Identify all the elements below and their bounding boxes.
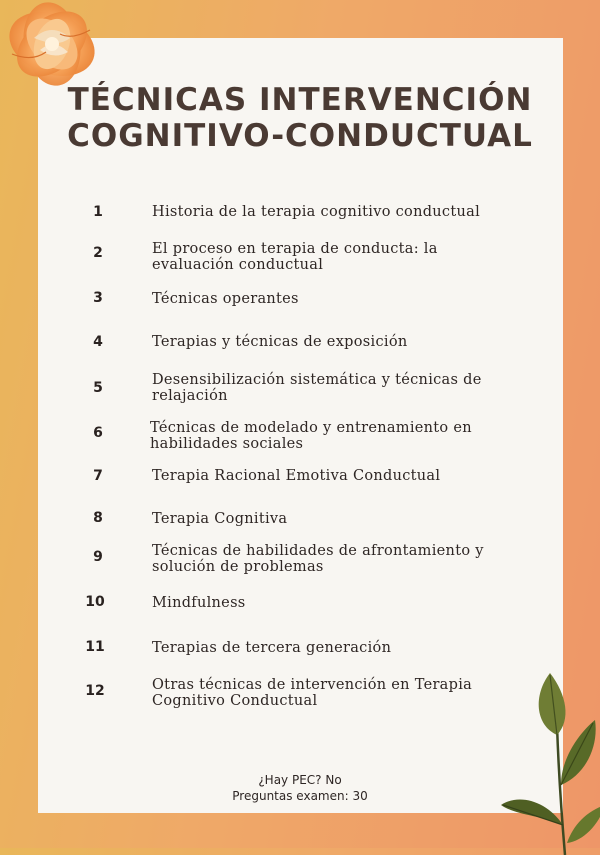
toc-item-line: Terapia Racional Emotiva Conductual	[152, 468, 441, 484]
toc-item-line: El proceso en terapia de conducta: la	[152, 241, 438, 257]
toc-item-line: Mindfulness	[152, 595, 246, 611]
toc-item	[152, 291, 492, 307]
toc-item-line: habilidades sociales	[150, 436, 304, 452]
toc-item-line: Técnicas de habilidades de afrontamiento y	[152, 543, 484, 559]
toc-number: 5	[93, 380, 103, 396]
toc-number: 10	[85, 594, 105, 610]
toc-item	[152, 241, 492, 273]
pec-status: ¿Hay PEC? No	[258, 773, 342, 787]
toc-item-line: Desensibilización sistemática y técnicas de	[152, 372, 482, 388]
toc-item	[152, 511, 492, 527]
toc-number: 11	[85, 639, 105, 655]
toc-item	[152, 468, 492, 484]
toc-number: 9	[93, 549, 103, 565]
toc-item-line: Terapias de tercera generación	[152, 640, 392, 656]
toc-item-line: Historia de la terapia cognitivo conductual	[152, 204, 481, 220]
toc-item	[152, 334, 492, 350]
toc-item-line: Terapia Cognitiva	[152, 511, 288, 527]
toc-item-line: Técnicas de modelado y entrenamiento en	[150, 420, 472, 436]
leaves-icon	[495, 665, 600, 855]
toc-number: 1	[93, 204, 103, 220]
toc-item	[152, 372, 492, 404]
title-line-1: TÉCNICAS INTERVENCIÓN	[67, 82, 533, 118]
toc-item-line: evaluación conductual	[152, 257, 324, 273]
toc-number: 7	[93, 468, 103, 484]
toc-item	[152, 204, 492, 220]
toc-item-line: Terapias y técnicas de exposición	[152, 334, 408, 350]
toc-number: 6	[93, 425, 103, 441]
toc-number: 12	[85, 683, 105, 699]
exam-questions: Preguntas examen: 30	[232, 789, 368, 803]
toc-item-line: Cognitivo Conductual	[152, 693, 318, 709]
toc-item	[150, 420, 490, 452]
toc-item	[152, 595, 492, 611]
toc-item-line: Técnicas operantes	[152, 291, 299, 307]
toc-number: 8	[93, 510, 103, 526]
toc-item-line: Otras técnicas de intervención en Terapia	[152, 677, 473, 693]
toc-item	[152, 640, 492, 656]
toc-item-line: relajación	[152, 388, 228, 404]
toc-item-line: solución de problemas	[152, 559, 324, 575]
title-line-2: COGNITIVO-CONDUCTUAL	[67, 118, 533, 154]
toc-item	[152, 543, 492, 575]
toc-item	[152, 677, 492, 709]
toc-number: 3	[93, 290, 103, 306]
toc-number: 4	[93, 334, 103, 350]
toc-number: 2	[93, 245, 103, 261]
